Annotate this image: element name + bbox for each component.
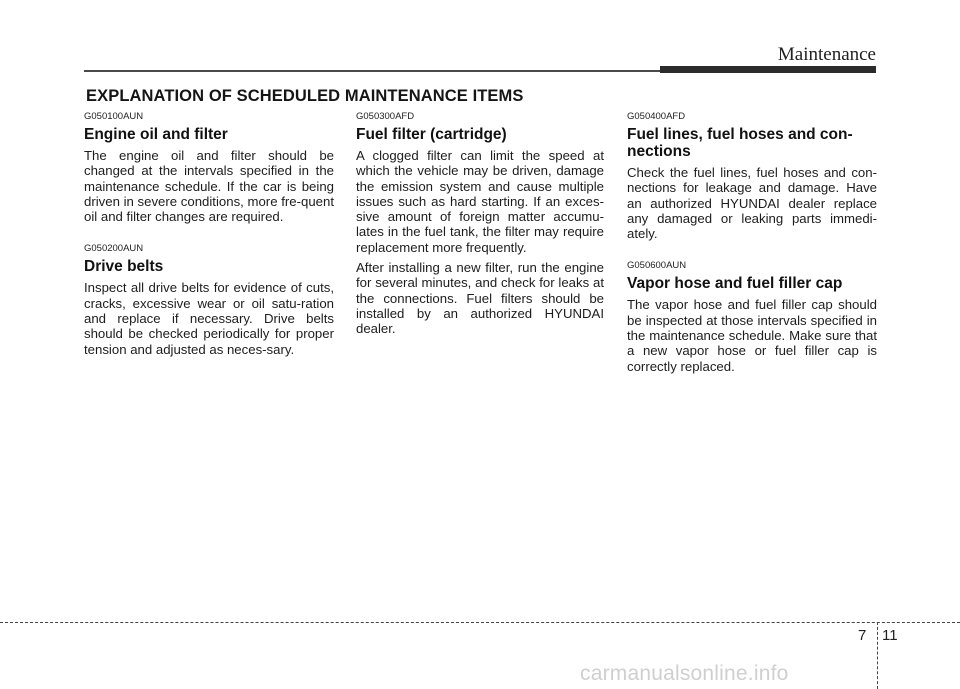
item-paragraph: A clogged filter can limit the speed at which the vehicle may be driven, damage the emission system and cause multiple issues such as hard starting. If an exces-sive amount of foreign matter accumu-lates in the fuel tank, the filter may require replacement more frequently. [356,148,604,255]
item-code: G050100AUN [84,111,144,122]
item-paragraph: After installing a new filter, run the engine for several minutes, and check for leaks at the connections. Fuel filters should be installed by an authorized HYUNDAI dealer. [356,260,604,337]
item-paragraph: The vapor hose and fuel filler cap should be inspected at those intervals specified in the maintenance schedule. Make sure that a new vapor hose or fuel filler cap is correctly replaced. [627,297,877,374]
fuel-lines-block [627,111,877,241]
engine-oil-block [84,111,334,224]
drive-belts-block [84,243,334,356]
item-heading: Drive belts [84,258,164,276]
item-heading: Fuel lines, fuel hoses and con-nections [627,126,853,160]
page-chapter-number: 7 [858,627,867,644]
header-rule [84,70,660,72]
item-heading: Vapor hose and fuel filler cap [627,275,843,293]
item-paragraph: Inspect all drive belts for evidence of cuts, cracks, excessive wear or oil satu-ration and replace if necessary. Drive belts should be checked periodically for proper tension and adjusted as neces-sary. [84,280,334,357]
footer-rule [0,622,960,623]
vapor-hose-block [627,260,877,373]
column-3 [627,111,877,374]
footer-divider [877,622,878,689]
item-heading: Fuel filter (cartridge) [356,126,507,143]
item-code: G050600AUN [627,260,687,272]
item-code: G050400AFD [627,111,686,122]
item-code: G050300AFD [356,111,415,122]
section-title: EXPLANATION OF SCHEDULED MAINTENANCE ITEMS [86,87,524,105]
watermark: carmanualsonline.info [580,662,789,685]
header-bar [660,66,876,73]
fuel-filter-block [356,111,604,337]
item-paragraph: The engine oil and filter should be changed at the intervals specified in the maintenance schedule. If the car is being driven in severe conditions, more fre-quent oil and filter changes are required. [84,148,334,225]
item-paragraph: Check the fuel lines, fuel hoses and con-nections for leakage and damage. Have an authorized HYUNDAI dealer replace any damaged or leaking parts immedi-ately. [627,165,877,242]
column-1 [84,111,334,357]
item-code: G050200AUN [84,243,144,255]
page-number: 11 [882,627,898,644]
item-heading: Engine oil and filter [84,126,228,143]
column-2 [356,111,604,337]
chapter-title: Maintenance [777,44,876,65]
